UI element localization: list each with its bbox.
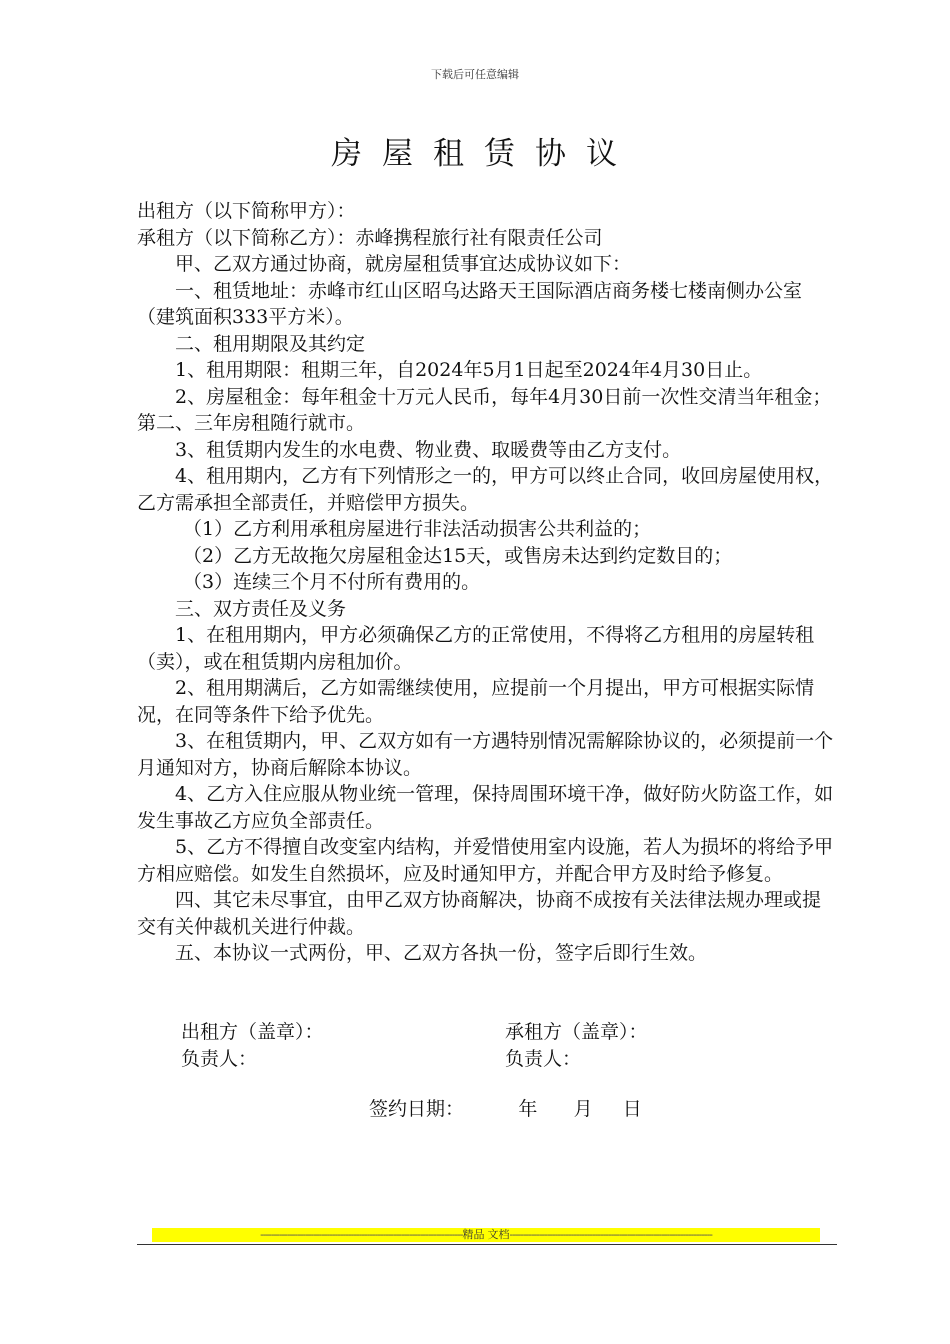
clause-2-2-rent: 2、房屋租金：每年租金十万元人民币，每年4月30日前一次性交清当年租金；第二、三年房租随行就市。 [137, 385, 832, 434]
clause-1-address: 一、租赁地址：赤峰市红山区昭乌达路天王国际酒店商务楼七楼南侧办公室（建筑面积333平方米）。 [137, 279, 803, 328]
lessor-signature-block [181, 1019, 324, 1072]
clause-3-4: 4、乙方入住应服从物业统一管理，保持周围环境干净，做好防火防盗工作，如发生事故乙方应负全部责任。 [137, 783, 834, 832]
lessor-seal-label: 出租方（盖章）： [181, 1021, 324, 1043]
footer-dashes-left: ---------------------------------------------------------------------------- [260, 1229, 463, 1241]
header-note: 下载后可任意编辑 [431, 68, 519, 81]
clause-2-3-fees: 3、租赁期内发生的水电费、物业费、取暖费等由乙方支付。 [175, 438, 682, 461]
clause-2-1-term: 1、租用期限：租期三年，自2024年5月1日起至2024年4月30日止。 [175, 359, 763, 381]
lessee-signature-block [505, 1019, 648, 1072]
clause-2-4-item-1: （1）乙方利用承租房屋进行非法活动损害公共利益的； [183, 518, 652, 540]
lessor-line: 出租方（以下简称甲方）： [137, 200, 356, 222]
section-2-heading: 二、租用期限及其约定 [175, 332, 366, 355]
intro-paragraph: 甲、乙双方通过协商，就房屋租赁事宜达成协议如下： [175, 253, 632, 275]
footer-banner [152, 1228, 820, 1242]
lessee-line: 承租方（以下简称乙方）：赤峰携程旅行社有限责任公司 [137, 226, 603, 249]
signing-date-line: 签约日期： 年 月 日 [369, 1098, 642, 1120]
lessor-person-label: 负责人： [181, 1047, 258, 1070]
section-3-heading: 三、双方责任及义务 [175, 597, 347, 620]
lessee-person-label: 负责人： [505, 1047, 582, 1070]
footer-dashes-right: ---------------------------------------------------------------------------- [509, 1229, 712, 1241]
clause-3-5: 5、乙方不得擅自改变室内结构，并爱惜使用室内设施，若人为损坏的将给予甲方相应赔偿。如发生自然损坏，应及时通知甲方，并配合甲方及时给予修复。 [137, 836, 834, 885]
clause-4-other: 四、其它未尽事宜，由甲乙双方协商解决，协商不成按有关法律法规办理或提交有关仲裁机关进行仲裁。 [137, 889, 822, 938]
lessee-seal-label: 承租方（盖章）： [505, 1021, 648, 1043]
clause-5-copies: 五、本协议一式两份，甲、乙双方各执一份，签字后即行生效。 [175, 942, 708, 964]
document-title: 房屋租赁协议 [331, 136, 637, 172]
contract-body [137, 198, 837, 967]
clause-3-3: 3、在租赁期内，甲、乙双方如有一方遇特别情况需解除协议的，必须提前一个月通知对方，协商后解除本协议。 [137, 730, 834, 779]
footer-label: 精品 文档 [462, 1229, 510, 1241]
clause-2-4-item-3: （3）连续三个月不付所有费用的。 [183, 571, 481, 593]
clause-2-4-termination: 4、租用期内，乙方有下列情形之一的，甲方可以终止合同，收回房屋使用权，乙方需承担全部责任，并赔偿甲方损失。 [137, 465, 834, 514]
clause-3-1: 1、在租用期内，甲方必须确保乙方的正常使用，不得将乙方租用的房屋转租（卖），或在租赁期内房租加价。 [137, 624, 815, 673]
clause-2-4-item-2: （2）乙方无故拖欠房屋租金达15天，或售房未达到约定数目的； [183, 544, 733, 567]
footer-divider [137, 1244, 837, 1245]
clause-3-2: 2、租用期满后，乙方如需继续使用，应提前一个月提出，甲方可根据实际情况，在同等条件下给予优先。 [137, 677, 815, 726]
